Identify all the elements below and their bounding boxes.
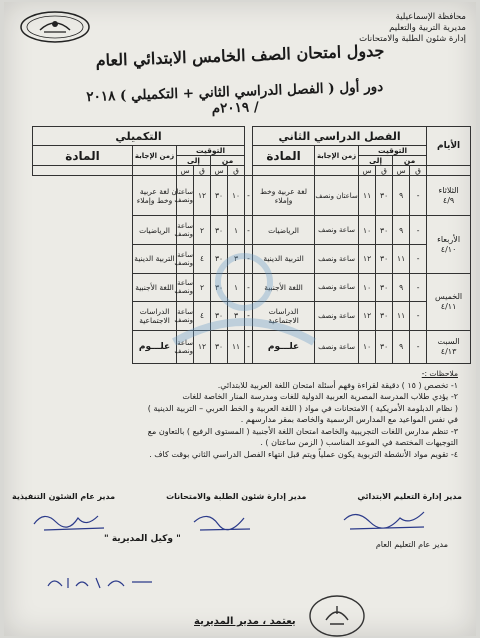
document-subtitle: دور أول ( الفصل الدراسي الثاني + التكميلي ) ٢٠١٨ / ٢٠١٩م bbox=[86, 78, 384, 117]
supp-from-minute: - bbox=[245, 330, 253, 363]
unit-minute: ق bbox=[410, 166, 427, 176]
to-hour: ١٠ bbox=[359, 216, 376, 245]
supp-from-minute: - bbox=[245, 216, 253, 245]
notes-section bbox=[28, 368, 458, 460]
unit-hour: س bbox=[359, 166, 376, 176]
day-date: ٤/١٠ bbox=[440, 244, 457, 254]
subject-header: المادة bbox=[253, 146, 315, 166]
unit-hour: س bbox=[393, 166, 410, 176]
unit-hour: س bbox=[211, 166, 228, 176]
from-hour: ٩ bbox=[393, 330, 410, 363]
supp-from-header: من bbox=[211, 156, 245, 166]
unit-spacer bbox=[427, 166, 471, 176]
deputy-title: " وكيل المديرية " bbox=[104, 534, 181, 544]
subject-cell: لغة عربية وخط وإملاء bbox=[253, 176, 315, 216]
supp-to-minute: ٣٠ bbox=[211, 330, 228, 363]
supp-from-minute: - bbox=[245, 245, 253, 274]
note-line: ٣- تنظم مدارس اللغات التجريبية والخاصة امتحان اللغة الأجنبية ( المستوى الرفيع ) بالتعاون مع bbox=[147, 426, 458, 436]
unit-hour: س bbox=[177, 166, 194, 176]
supp-to-minute: ٣٠ bbox=[211, 273, 228, 302]
supp-duration-cell: ساعة ونصف bbox=[177, 273, 194, 302]
unit-minute: ق bbox=[194, 166, 211, 176]
note-line: ١- تخصص ( ١٥ ) دقيقة لقراءة وفهم أسئلة امتحان اللغة العربية للابتدائي. bbox=[217, 380, 458, 390]
from-hour: ١١ bbox=[393, 245, 410, 274]
day-name: السبت bbox=[437, 336, 460, 346]
from-minute: - bbox=[410, 245, 427, 274]
to-hour: ١١ bbox=[359, 176, 376, 216]
supp-subject-cell: اللغة الأجنبية bbox=[133, 273, 177, 302]
day-name: الأربعاء bbox=[437, 234, 461, 244]
supp-to-hour: ٢ bbox=[194, 273, 211, 302]
supp-from-hour: ١ bbox=[228, 216, 245, 245]
unit-spacer bbox=[133, 166, 177, 176]
from-minute: - bbox=[410, 216, 427, 245]
note-line: ( نظام الدبلومة الأمريكية ) الامتحانات في مواد ( اللغة العربية و الخط العربي – التربية الدينية ) bbox=[147, 403, 458, 413]
general-director-title: مدير عام التعليم العام bbox=[375, 540, 448, 549]
supp-to-minute: ٣٠ bbox=[211, 245, 228, 274]
supp-from-hour: ٣ bbox=[228, 245, 245, 274]
day-cell bbox=[427, 273, 471, 330]
supp-subject-header: المادة bbox=[33, 146, 133, 166]
subject-cell: التربية الدينية bbox=[253, 245, 315, 274]
supp-duration-cell: ساعة ونصف bbox=[177, 245, 194, 274]
supp-subject-cell: علـــوم bbox=[133, 330, 177, 363]
governorate-line: محافظة الإسماعيلية bbox=[395, 12, 466, 22]
day-date: ٤/٩ bbox=[442, 195, 455, 205]
signature-titles bbox=[12, 492, 462, 501]
supp-duration-cell: ساعة ونصف bbox=[177, 302, 194, 331]
supp-subject-cell: الرياضيات bbox=[133, 216, 177, 245]
to-minute: ٣٠ bbox=[376, 302, 393, 331]
day-cell bbox=[427, 216, 471, 273]
unit-minute: ق bbox=[376, 166, 393, 176]
supp-duration-cell: ساعتان ونصف bbox=[177, 176, 194, 216]
supp-to-minute: ٣٠ bbox=[211, 176, 228, 216]
supp-to-hour: ٤ bbox=[194, 302, 211, 331]
official-stamp bbox=[308, 594, 366, 638]
supp-to-minute: ٣٠ bbox=[211, 216, 228, 245]
supp-from-minute: - bbox=[245, 176, 253, 216]
supp-from-minute: - bbox=[245, 302, 253, 331]
supp-from-hour: ٣ bbox=[228, 302, 245, 331]
to-header: إلى bbox=[359, 156, 393, 166]
handwritten-signatures bbox=[14, 502, 474, 538]
from-minute: - bbox=[410, 273, 427, 302]
supp-to-header: إلى bbox=[177, 156, 211, 166]
note-line: التوجيهات المختصة في الموعد المناسب ( الزمن ساعتان ) . bbox=[260, 438, 458, 447]
days-header: الأيام bbox=[427, 127, 471, 166]
supp-from-minute: - bbox=[245, 273, 253, 302]
notes-title: ملاحظات :- bbox=[421, 369, 458, 378]
duration-cell: ساعة ونصف bbox=[315, 245, 359, 274]
from-header: من bbox=[393, 156, 427, 166]
directorate-line: مديرية التربية والتعليم bbox=[389, 23, 466, 33]
unit-spacer bbox=[253, 166, 315, 176]
semester-header: الفصل الدراسي الثاني bbox=[253, 127, 427, 146]
duration-cell: ساعة ونصف bbox=[315, 216, 359, 245]
from-hour: ٩ bbox=[393, 216, 410, 245]
document-page bbox=[4, 2, 476, 636]
to-hour: ١٠ bbox=[359, 273, 376, 302]
day-cell bbox=[427, 176, 471, 216]
unit-spacer bbox=[33, 166, 133, 176]
note-line: ٤- تقويم مواد الأنشطة التربوية يكون عملياً ويتم قبل انتهاء الفصل الدراسي الثاني بوقت كاف . bbox=[149, 449, 458, 459]
supp-subject-cell: الدراسات الاجتماعية bbox=[133, 302, 177, 331]
unit-spacer bbox=[315, 166, 359, 176]
supp-to-hour: ٤ bbox=[194, 245, 211, 274]
note-line: في نفس المواعيد مع المدارس الرسمية والخاصة بمقر مدارسهم . bbox=[240, 415, 458, 424]
subject-cell: علـــوم bbox=[253, 330, 315, 363]
subject-cell: اللغة الأجنبية bbox=[253, 273, 315, 302]
from-minute: - bbox=[410, 176, 427, 216]
note-line: ٢- يؤدي طلاب المدرسة المصرية العربية الدولية للغات ومدرسة المنار الخاصة للغات bbox=[182, 392, 458, 401]
column-gap bbox=[245, 127, 253, 176]
supp-from-hour: ١١ bbox=[228, 330, 245, 363]
supp-timing-header: التوقيت bbox=[177, 146, 245, 156]
to-hour: ١٢ bbox=[359, 302, 376, 331]
supp-duration-header: زمن الإجابة bbox=[133, 146, 177, 166]
from-minute: - bbox=[410, 302, 427, 331]
handwritten-date bbox=[44, 572, 164, 592]
from-minute: - bbox=[410, 330, 427, 363]
to-minute: ٣٠ bbox=[376, 176, 393, 216]
from-hour: ١١ bbox=[393, 302, 410, 331]
signature-title-primary-ed: مدير إدارة التعليم الابتدائي bbox=[357, 492, 462, 501]
to-hour: ١٠ bbox=[359, 330, 376, 363]
to-minute: ٣٠ bbox=[376, 330, 393, 363]
to-minute: ٣٠ bbox=[376, 245, 393, 274]
day-date: ٤/١١ bbox=[440, 301, 457, 311]
document-title: جدول امتحان الصف الخامس الابتدائي العام bbox=[95, 40, 385, 71]
supp-subject-cell: لغة عربية وخط وإملاء bbox=[133, 176, 177, 216]
supp-duration-cell: ساعة ونصف bbox=[177, 330, 194, 363]
duration-cell: ساعة ونصف bbox=[315, 273, 359, 302]
subject-cell: الرياضيات bbox=[253, 216, 315, 245]
supp-to-hour: ١٢ bbox=[194, 330, 211, 363]
day-name: الخميس bbox=[435, 291, 463, 301]
supp-subject-cell: التربية الدينية bbox=[133, 245, 177, 274]
exam-schedule-table bbox=[32, 126, 471, 364]
subject-cell: الدراسات الاجتماعية bbox=[253, 302, 315, 331]
timing-header: التوقيت bbox=[359, 146, 427, 156]
signature-title-executive: مدير عام الشئون التنفيذية bbox=[12, 492, 116, 501]
to-minute: ٣٠ bbox=[376, 216, 393, 245]
duration-cell: ساعة ونصف bbox=[315, 330, 359, 363]
department-line: إدارة شئون الطلبة والامتحانات bbox=[359, 34, 466, 44]
supp-from-hour: ١٠ bbox=[228, 176, 245, 216]
to-minute: ٣٠ bbox=[376, 273, 393, 302]
supp-from-hour: ١ bbox=[228, 273, 245, 302]
to-hour: ١٢ bbox=[359, 245, 376, 274]
day-name: الثلاثاء bbox=[438, 185, 459, 195]
from-hour: ٩ bbox=[393, 176, 410, 216]
day-cell bbox=[427, 330, 471, 363]
supp-to-hour: ٢ bbox=[194, 216, 211, 245]
director-approval: يعتمد ، مدير المديرية bbox=[194, 616, 296, 627]
from-hour: ٩ bbox=[393, 273, 410, 302]
duration-cell: ساعتان ونصف bbox=[315, 176, 359, 216]
supplementary-header: التكميلي bbox=[33, 127, 245, 146]
ministry-logo bbox=[18, 10, 92, 44]
supp-to-minute: ٣٠ bbox=[211, 302, 228, 331]
supp-to-hour: ١٢ bbox=[194, 176, 211, 216]
duration-header: زمن الإجابة bbox=[315, 146, 359, 166]
day-date: ٤/١٣ bbox=[440, 346, 457, 356]
signature-title-students-affairs: مدير إدارة شئون الطلبة والامتحانات bbox=[166, 492, 307, 501]
duration-cell: ساعة ونصف bbox=[315, 302, 359, 331]
supp-duration-cell: ساعة ونصف bbox=[177, 216, 194, 245]
unit-minute: ق bbox=[228, 166, 245, 176]
